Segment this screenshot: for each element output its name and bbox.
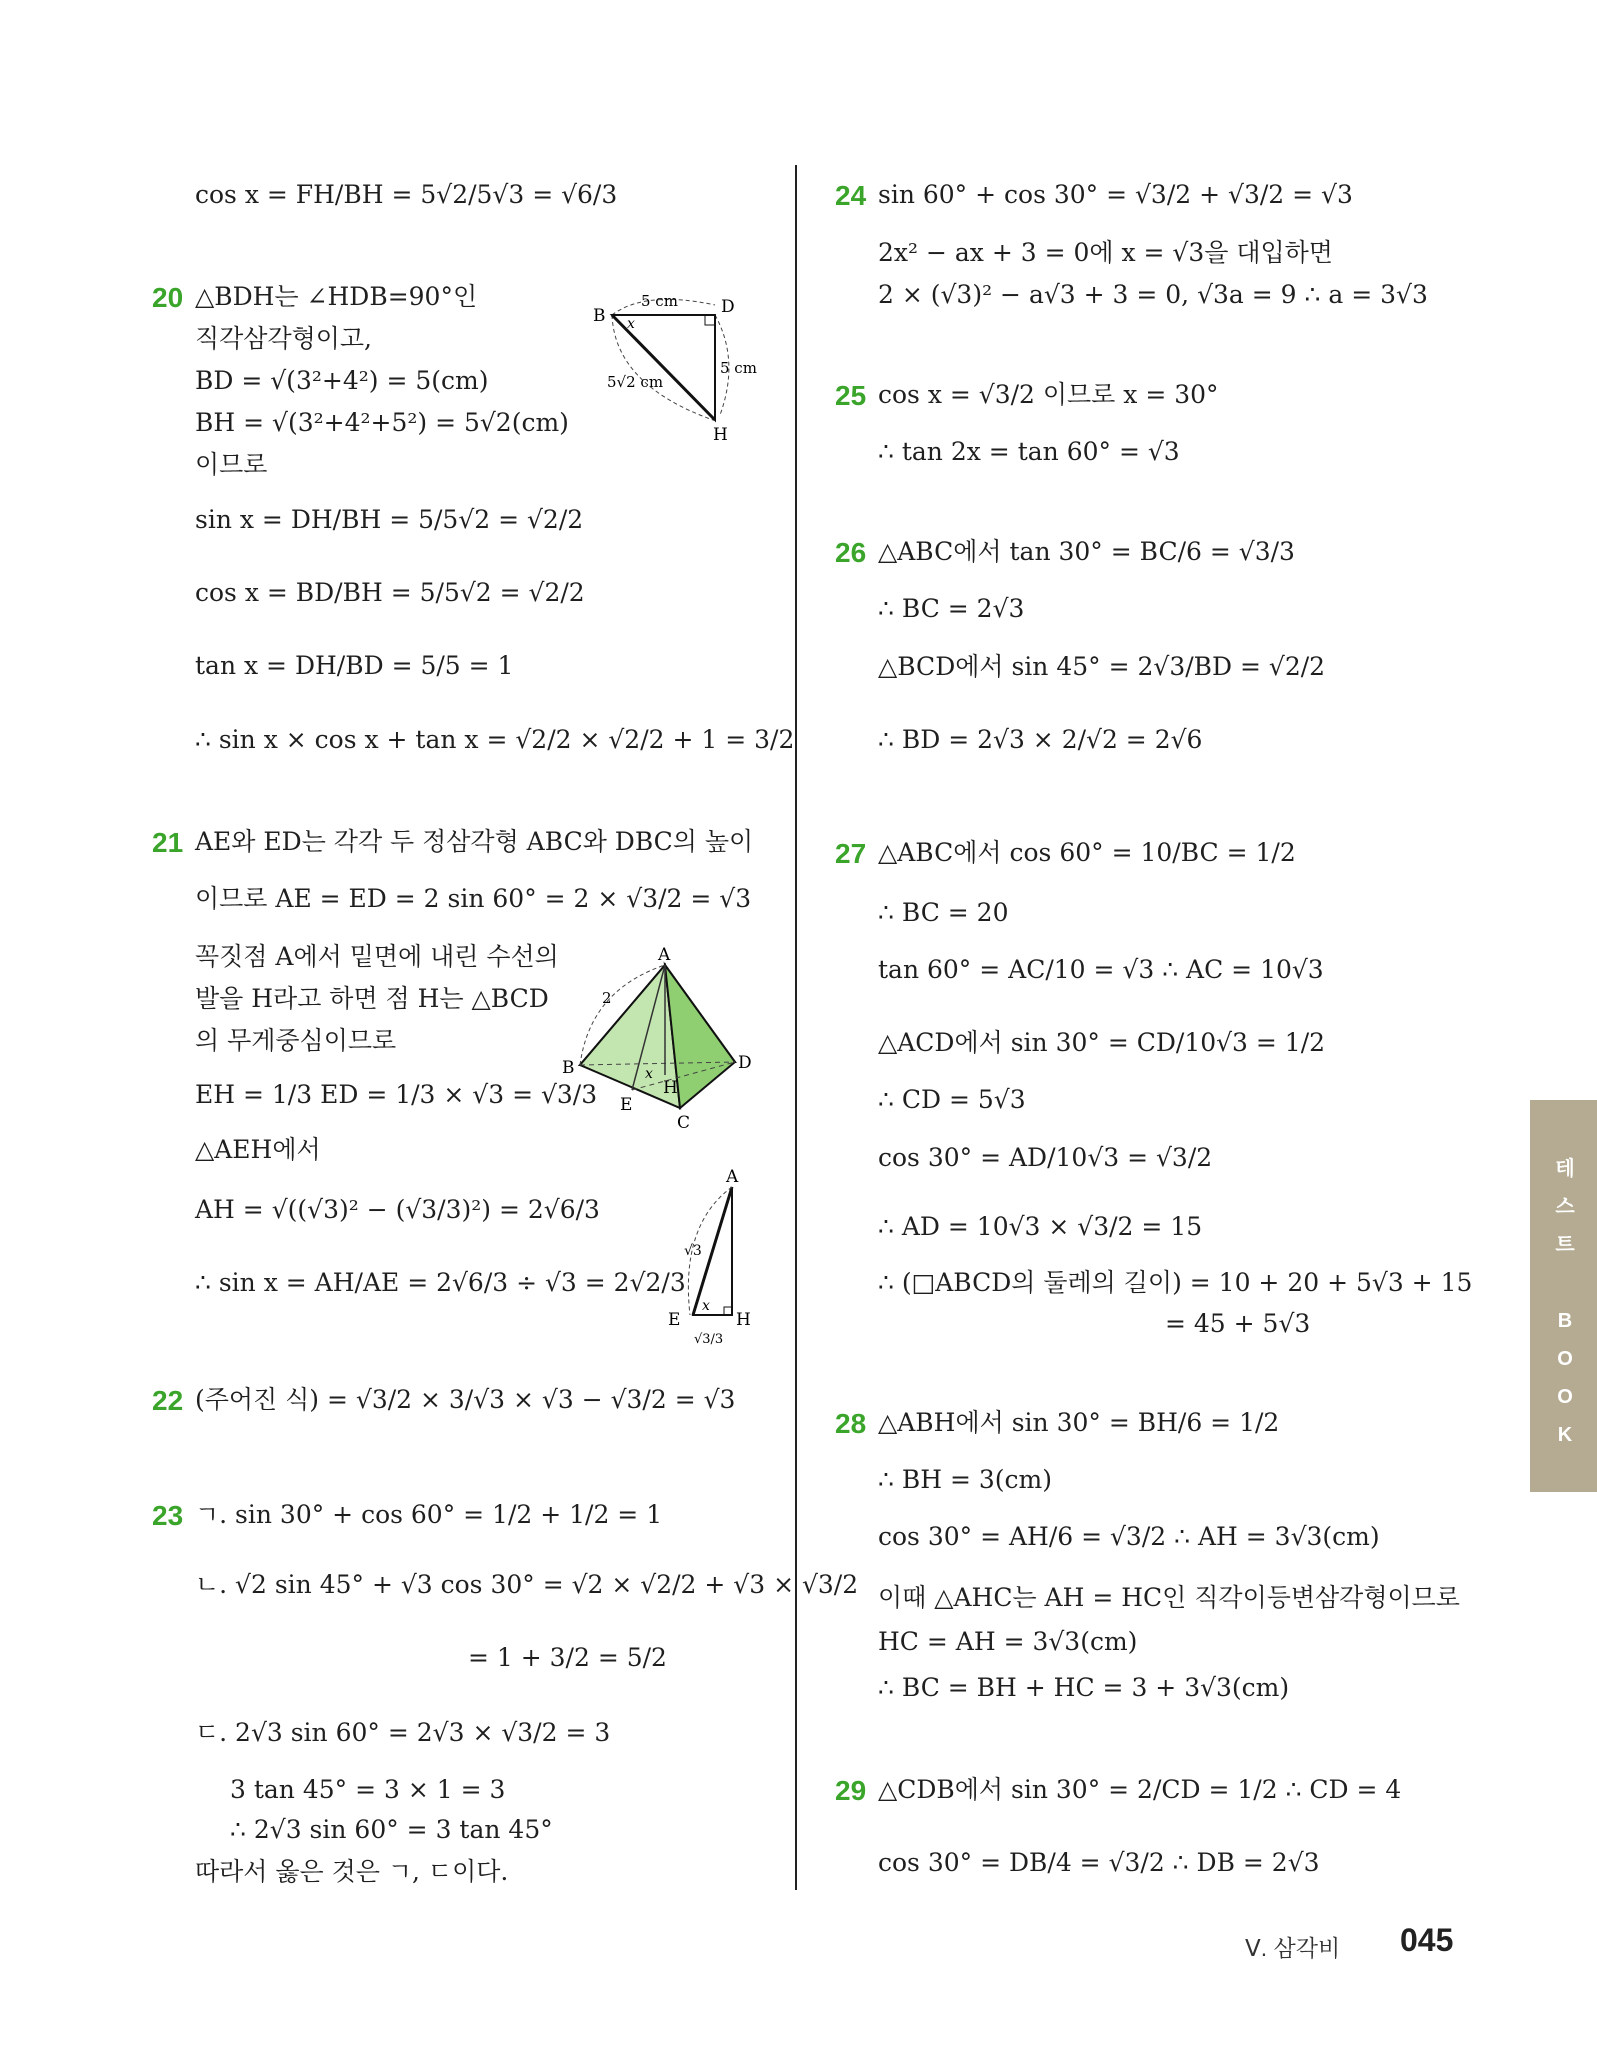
figure-triangle-aeh <box>660 1165 770 1365</box>
label-a: A <box>726 1167 739 1187</box>
label-x: x <box>702 1298 710 1314</box>
label-d: D <box>721 297 735 317</box>
label-b: B <box>593 306 606 326</box>
label-eh: √3/3 <box>694 1332 724 1347</box>
p27-line: ∴ (□ABCD의 둘레의 길이) = 10 + 20 + 5√3 + 15 <box>878 1268 1473 1297</box>
problem-number-29: 29 <box>835 1775 867 1806</box>
column-divider <box>795 165 797 1890</box>
label-b: B <box>562 1058 575 1078</box>
p21-line: ∴ sin x = AH/AE = 2√6/3 ÷ √3 = 2√2/3 <box>195 1268 686 1297</box>
label-x: x <box>627 316 635 332</box>
problem-number-22: 22 <box>152 1385 184 1416</box>
p23-line: 3 tan 45° = 3 × 1 = 3 <box>230 1775 506 1804</box>
problem-number-27: 27 <box>835 838 867 869</box>
p27-line: ∴ CD = 5√3 <box>878 1085 1026 1114</box>
p28-line: ∴ BH = 3(cm) <box>878 1465 1052 1494</box>
p21-line: △AEH에서 <box>195 1135 321 1164</box>
label-edge: 2 <box>602 989 612 1007</box>
p20-line: 이므로 <box>195 450 268 479</box>
p25-line: cos x = √3/2 이므로 x = 30° <box>878 380 1219 409</box>
page-number: 045 <box>1400 1922 1454 1958</box>
p24-line: sin 60° + cos 30° = √3/2 + √3/2 = √3 <box>878 180 1353 209</box>
label-h: H <box>663 1078 678 1098</box>
p28-line: 이때 △AHC는 AH = HC인 직각이등변삼각형이므로 <box>878 1583 1460 1612</box>
label-e: E <box>620 1095 633 1115</box>
p26-line: △ABC에서 tan 30° = BC/6 = √3/3 <box>878 537 1295 566</box>
p20-line: sin x = DH/BH = 5/5√2 = √2/2 <box>195 505 584 534</box>
p23-line: 따라서 옳은 것은 ㄱ, ㄷ이다. <box>195 1857 509 1886</box>
problem-number-26: 26 <box>835 537 867 568</box>
top-line: cos x = FH/BH = 5√2/5√3 = √6/3 <box>195 180 618 209</box>
p28-line: ∴ BC = BH + HC = 3 + 3√3(cm) <box>878 1673 1290 1702</box>
label-c: C <box>677 1113 691 1133</box>
label-d: D <box>738 1053 752 1073</box>
p20-line: tan x = DH/BD = 5/5 = 1 <box>195 651 514 680</box>
p29-line: cos 30° = DB/4 = √3/2 ∴ DB = 2√3 <box>878 1848 1320 1877</box>
problem-number-23: 23 <box>152 1500 184 1531</box>
p27-line: △ABC에서 cos 60° = 10/BC = 1/2 <box>878 838 1296 867</box>
p22-line: (주어진 식) = √3/2 × 3/√3 × √3 − √3/2 = √3 <box>195 1385 736 1414</box>
p27-line: cos 30° = AD/10√3 = √3/2 <box>878 1143 1213 1172</box>
label-h: H <box>736 1310 751 1330</box>
p26-line: ∴ BD = 2√3 × 2/√2 = 2√6 <box>878 725 1203 754</box>
p26-line: ∴ BC = 2√3 <box>878 594 1025 623</box>
p21-line: EH = 1/3 ED = 1/3 × √3 = √3/3 <box>195 1080 598 1109</box>
p28-line: cos 30° = AH/6 = √3/2 ∴ AH = 3√3(cm) <box>878 1522 1380 1551</box>
p27-line: △ACD에서 sin 30° = CD/10√3 = 1/2 <box>878 1028 1326 1057</box>
p26-line: △BCD에서 sin 45° = 2√3/BD = √2/2 <box>878 652 1326 681</box>
p21-line: 발을 H라고 하면 점 H는 △BCD <box>195 984 549 1013</box>
label-bh: 5√2 cm <box>607 373 664 391</box>
label-e: E <box>668 1310 681 1330</box>
label-x: x <box>645 1066 653 1082</box>
label-bd: 5 cm <box>641 292 678 310</box>
p27-line: = 45 + 5√3 <box>1165 1309 1311 1338</box>
p21-line: 꼭짓점 A에서 밑면에 내린 수선의 <box>195 942 559 971</box>
p27-line: ∴ AD = 10√3 × √3/2 = 15 <box>878 1212 1203 1241</box>
footer-section: Ⅴ. 삼각비 <box>1245 1935 1341 1961</box>
problem-number-21: 21 <box>152 827 184 858</box>
p27-line: ∴ BC = 20 <box>878 898 1009 927</box>
p28-line: HC = AH = 3√3(cm) <box>878 1627 1138 1656</box>
p25-line: ∴ tan 2x = tan 60° = √3 <box>878 437 1180 466</box>
p24-line: 2 × (√3)² − a√3 + 3 = 0, √3a = 9 ∴ a = 3√3 <box>878 280 1428 309</box>
figure-triangle-bdh <box>585 285 770 445</box>
p20-line: BD = √(3²+4²) = 5(cm) <box>195 366 489 395</box>
p27-line: tan 60° = AC/10 = √3 ∴ AC = 10√3 <box>878 955 1324 984</box>
p23-line: ∴ 2√3 sin 60° = 3 tan 45° <box>230 1815 553 1844</box>
p21-line: 이므로 AE = ED = 2 sin 60° = 2 × √3/2 = √3 <box>195 884 752 913</box>
p28-line: △ABH에서 sin 30° = BH/6 = 1/2 <box>878 1408 1280 1437</box>
p20-line: ∴ sin x × cos x + tan x = √2/2 × √2/2 + 1 = 3/2 <box>195 725 795 754</box>
p23-line: ㄷ. 2√3 sin 60° = 2√3 × √3/2 = 3 <box>195 1718 611 1747</box>
label-dh: 5 cm <box>720 359 757 377</box>
p20-line: 직각삼각형이고, <box>195 324 372 353</box>
problem-number-25: 25 <box>835 380 867 411</box>
label-ae: √3 <box>684 1243 702 1259</box>
label-h: H <box>713 425 728 445</box>
p21-line: AH = √((√3)² − (√3/3)²) = 2√6/3 <box>195 1195 600 1224</box>
problem-number-20: 20 <box>152 282 184 313</box>
p20-line: BH = √(3²+4²+5²) = 5√2(cm) <box>195 408 569 437</box>
p23-line: ㄴ. √2 sin 45° + √3 cos 30° = √2 × √2/2 + √3 × √3/2 <box>195 1570 859 1599</box>
side-tab-label: 테 스 트 B O O K <box>1555 1158 1575 1446</box>
p24-line: 2x² − ax + 3 = 0에 x = √3을 대입하면 <box>878 238 1333 267</box>
p20-line: △BDH는 ∠HDB=90°인 <box>195 282 478 311</box>
p23-line: = 1 + 3/2 = 5/2 <box>468 1643 667 1672</box>
p21-line: AE와 ED는 각각 두 정삼각형 ABC와 DBC의 높이 <box>195 827 754 856</box>
p21-line: 의 무게중심이므로 <box>195 1026 397 1055</box>
label-a: A <box>658 945 671 965</box>
p29-line: △CDB에서 sin 30° = 2/CD = 1/2 ∴ CD = 4 <box>878 1775 1402 1804</box>
problem-number-24: 24 <box>835 180 867 211</box>
p23-line: ㄱ. sin 30° + cos 60° = 1/2 + 1/2 = 1 <box>195 1500 663 1529</box>
p20-line: cos x = BD/BH = 5/5√2 = √2/2 <box>195 578 585 607</box>
problem-number-28: 28 <box>835 1408 867 1439</box>
figure-tetrahedron <box>560 940 775 1140</box>
